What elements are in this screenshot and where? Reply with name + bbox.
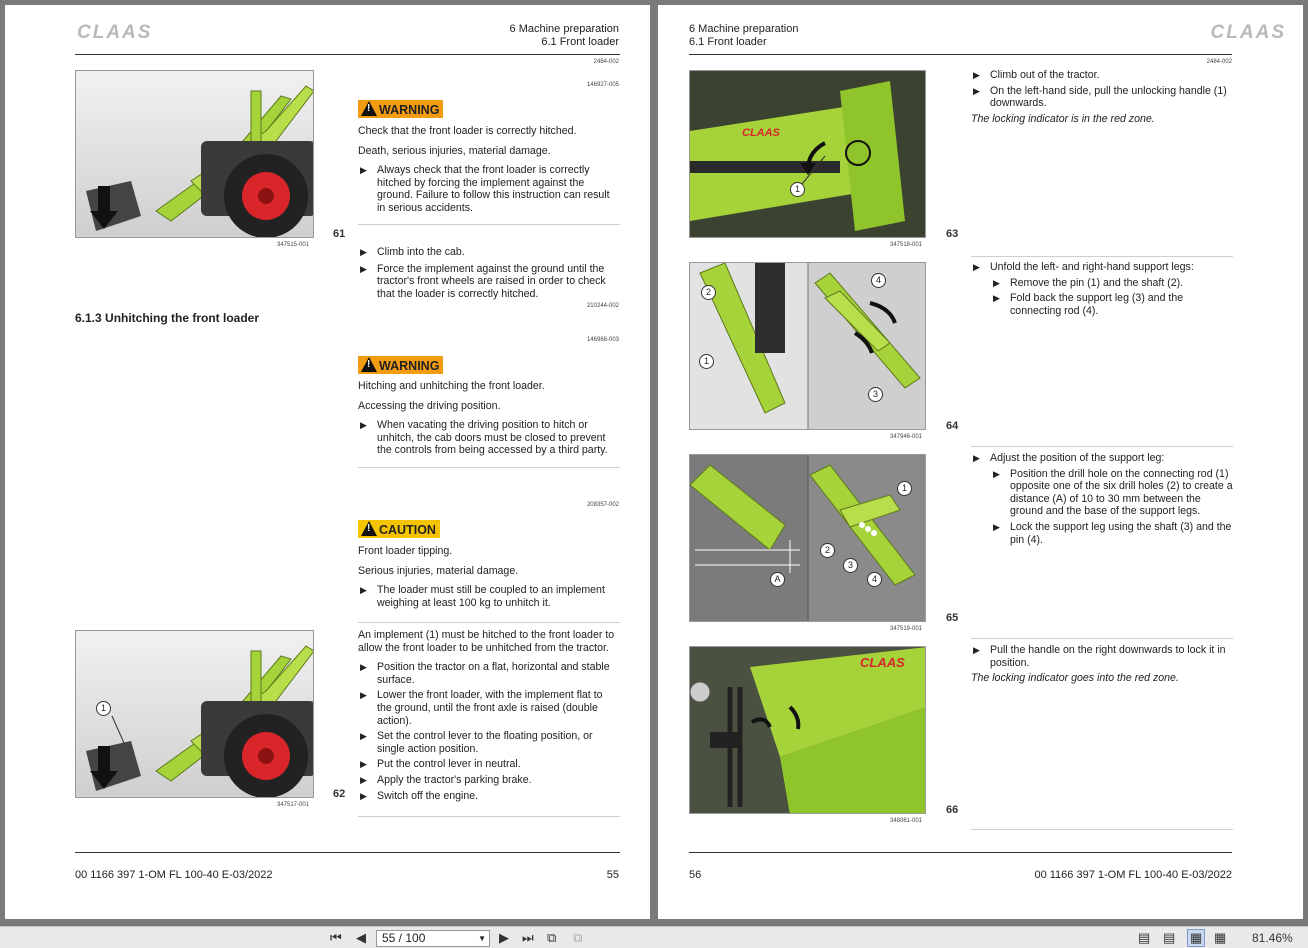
page-number-value: 55 / 100 [382, 931, 426, 945]
page-number-select[interactable] [376, 930, 490, 947]
support-leg-illustration [690, 263, 926, 430]
figure-66-number: 66 [946, 804, 959, 816]
result-text: The locking indicator is in the red zone. [971, 112, 1155, 125]
unhitch-intro: An implement (1) must be hitched to the front loader to allow the front loader to be unhitched from the tractor. [358, 629, 615, 654]
figure-61-caption: 347515-001 [277, 242, 310, 248]
list-item: ▶ Climb out of the tractor. [971, 69, 1233, 82]
block-63-steps [971, 69, 1233, 125]
header-subsection: 6.1 Front loader [541, 36, 619, 48]
figure-66-image [689, 646, 926, 814]
support-leg-adjustment-photo [690, 455, 926, 622]
forward-view-icon[interactable]: ⧉ [573, 930, 583, 945]
figure-63-caption: 347518-001 [890, 242, 923, 248]
block-66-steps [971, 644, 1233, 685]
continuous-view-icon[interactable]: ▤ [1163, 930, 1176, 945]
warning-1-consequence: Death, serious injuries, material damage. [358, 144, 551, 157]
header-rule [689, 54, 1232, 55]
footer-page-number: 56 [689, 869, 702, 881]
warning-1-hazard: Check that the front loader is correctly hitched. [358, 125, 577, 137]
divider [358, 816, 620, 817]
figure-61-number: 61 [333, 228, 346, 240]
left-page [5, 5, 650, 919]
steps-check-hitch [358, 246, 620, 300]
list-item: ▶ Set the control lever to the floating position, or single action position. [358, 730, 620, 755]
right-handle-lock-photo [690, 647, 926, 814]
warning-1-label: !WARNING [358, 100, 443, 119]
list-item: ▶ On the left-hand side, pull the unlocking handle (1) downwards. [971, 85, 1233, 110]
single-page-view-icon[interactable]: ▤ [1138, 930, 1151, 945]
two-page-continuous-view-icon[interactable]: ▦ [1214, 930, 1227, 945]
warning-2-consequence: Accessing the driving position. [358, 399, 501, 412]
divider [971, 446, 1233, 447]
front-loader-illustration [76, 71, 314, 238]
divider [971, 638, 1233, 639]
warning-triangle-icon [361, 101, 377, 116]
footer-rule [75, 852, 620, 853]
figure-63-number: 63 [946, 228, 959, 240]
callout-2: 2 [820, 543, 835, 558]
section-title: 6.1.3 Unhitching the front loader [75, 311, 260, 325]
header-section: 6 Machine preparation [509, 23, 619, 35]
divider [358, 467, 620, 468]
viewer-toolbar [0, 926, 1308, 948]
header-rule [75, 54, 620, 55]
divider [971, 829, 1233, 830]
callout-3: 3 [868, 387, 883, 402]
svg-text:CLAAS: CLAAS [742, 127, 780, 139]
warning-2-body [358, 380, 620, 457]
caution-hazard: Front loader tipping. [358, 545, 453, 557]
figure-62-caption: 347517-001 [277, 802, 310, 808]
sub-list-item: ▶ Position the drill hole on the connecting rod (1) opposite one of the six drill holes (2) to create a distance (A) of 10 to 30 mm between the ground and the base of the support legs. [991, 468, 1233, 518]
list-item: ▶ Lower the front loader, with the implement flat to the ground, until the front axle is raised (double action). [358, 689, 620, 727]
ref-code: 2484-002 [1206, 59, 1232, 65]
callout-1: 1 [699, 354, 714, 369]
page-header [689, 23, 798, 49]
two-page-view-icon[interactable]: ▦ [1187, 929, 1205, 947]
list-item: ▶ Climb into the cab. [358, 246, 620, 259]
result-text: The locking indicator goes into the red zone. [971, 672, 1179, 685]
divider [358, 622, 620, 623]
list-item: ▶ Pull the handle on the right downwards to lock it in position. [971, 644, 1233, 669]
callout-2: 2 [701, 285, 716, 300]
figure-61-image [75, 70, 314, 238]
footer-doc-id: 00 1166 397 1-OM FL 100-40 E-03/2022 [75, 869, 273, 881]
last-page-icon[interactable]: ⏭ [522, 930, 534, 945]
header-section: 6 Machine preparation [689, 23, 799, 35]
claas-logo: CLAAS [1210, 22, 1286, 43]
caution-step: ▶ The loader must still be coupled to an implement weighing at least 100 kg to unhitch it. [358, 584, 620, 609]
previous-page-icon[interactable]: ◀ [356, 930, 366, 945]
zoom-level[interactable]: 81.46% [1252, 931, 1293, 945]
divider [971, 256, 1233, 257]
callout-1: 1 [96, 701, 111, 716]
warning-1-ref: 146927-005 [586, 82, 619, 88]
list-item: ▶ Force the implement against the ground until the tractor's front wheels are raised in order to check that the loader is correctly hitched. [358, 263, 620, 301]
figure-62-number: 62 [333, 788, 346, 800]
sub-list-item: ▶ Remove the pin (1) and the shaft (2). [991, 277, 1233, 290]
next-page-icon[interactable]: ▶ [499, 930, 509, 945]
first-page-icon[interactable]: ⏮ [330, 930, 342, 945]
callout-3: 3 [843, 558, 858, 573]
back-view-icon[interactable]: ⧉ [547, 930, 557, 945]
list-item: ▶ Switch off the engine. [358, 790, 620, 803]
figure-62-image [75, 630, 314, 798]
callout-4: 4 [867, 572, 882, 587]
warning-1-step: ▶ Always check that the front loader is correctly hitched by forcing the implement against the ground. Failure to follow this instruction can result in serious accidents. [358, 164, 620, 214]
front-loader-with-implement-illustration [76, 631, 314, 798]
figure-64-number: 64 [946, 420, 959, 432]
figure-63-image [689, 70, 926, 238]
right-page [658, 5, 1303, 919]
caution-consequence: Serious injuries, material damage. [358, 564, 519, 577]
caution-triangle-icon [361, 521, 377, 536]
warning-2-label: !WARNING [358, 356, 443, 375]
warning-2-hazard: Hitching and unhitching the front loader. [358, 380, 545, 392]
list-item: ▶ Position the tractor on a flat, horizontal and stable surface. [358, 661, 620, 686]
warning-1-body [358, 125, 620, 215]
figure-64-caption: 347946-001 [890, 434, 923, 440]
svg-text:CLAAS: CLAAS [860, 655, 905, 670]
block-65-steps [971, 452, 1233, 546]
divider [358, 224, 620, 225]
sub-list-item: ▶ Fold back the support leg (3) and the connecting rod (4). [991, 292, 1233, 317]
list-item: ▶ Apply the tractor's parking brake. [358, 774, 620, 787]
header-subsection: 6.1 Front loader [689, 36, 767, 48]
caution-body [358, 545, 620, 609]
unlocking-handle-photo [690, 71, 926, 238]
list-item: ▶ Put the control lever in neutral. [358, 758, 620, 771]
figure-64-image [689, 262, 926, 430]
figure-65-number: 65 [946, 612, 959, 624]
warning-triangle-icon [361, 357, 377, 372]
callout-a: A [770, 572, 785, 587]
callout-1: 1 [897, 481, 912, 496]
figure-65-caption: 347519-001 [890, 626, 923, 632]
figure-65-image [689, 454, 926, 622]
footer-page-number: 55 [606, 869, 619, 881]
list-item: ▶ Unfold the left- and right-hand support legs: [971, 261, 1233, 274]
claas-logo: CLAAS [77, 22, 153, 43]
ref-code: 2484-002 [593, 59, 619, 65]
warning-2-ref: 146968-003 [586, 337, 619, 343]
callout-1: 1 [790, 182, 805, 197]
chevron-down-icon: ▼ [478, 934, 486, 943]
warning-2-step: ▶ When vacating the driving position to hitch or unhitch, the cab doors must be closed to prevent the controls from being accessed by a third party. [358, 419, 620, 457]
footer-doc-id: 00 1166 397 1-OM FL 100-40 E-03/2022 [1034, 869, 1232, 881]
ref-code: 210244-002 [586, 303, 619, 309]
caution-label: !CAUTION [358, 520, 440, 539]
page-header [510, 23, 619, 49]
list-item: ▶ Adjust the position of the support leg: [971, 452, 1233, 465]
footer-rule [689, 852, 1232, 853]
figure-66-caption: 348061-001 [890, 818, 923, 824]
sub-list-item: ▶ Lock the support leg using the shaft (3) and the pin (4). [991, 521, 1233, 546]
unhitch-steps [358, 629, 620, 802]
block-64-steps [971, 261, 1233, 317]
callout-4: 4 [871, 273, 886, 288]
caution-ref: 208357-002 [586, 502, 619, 508]
